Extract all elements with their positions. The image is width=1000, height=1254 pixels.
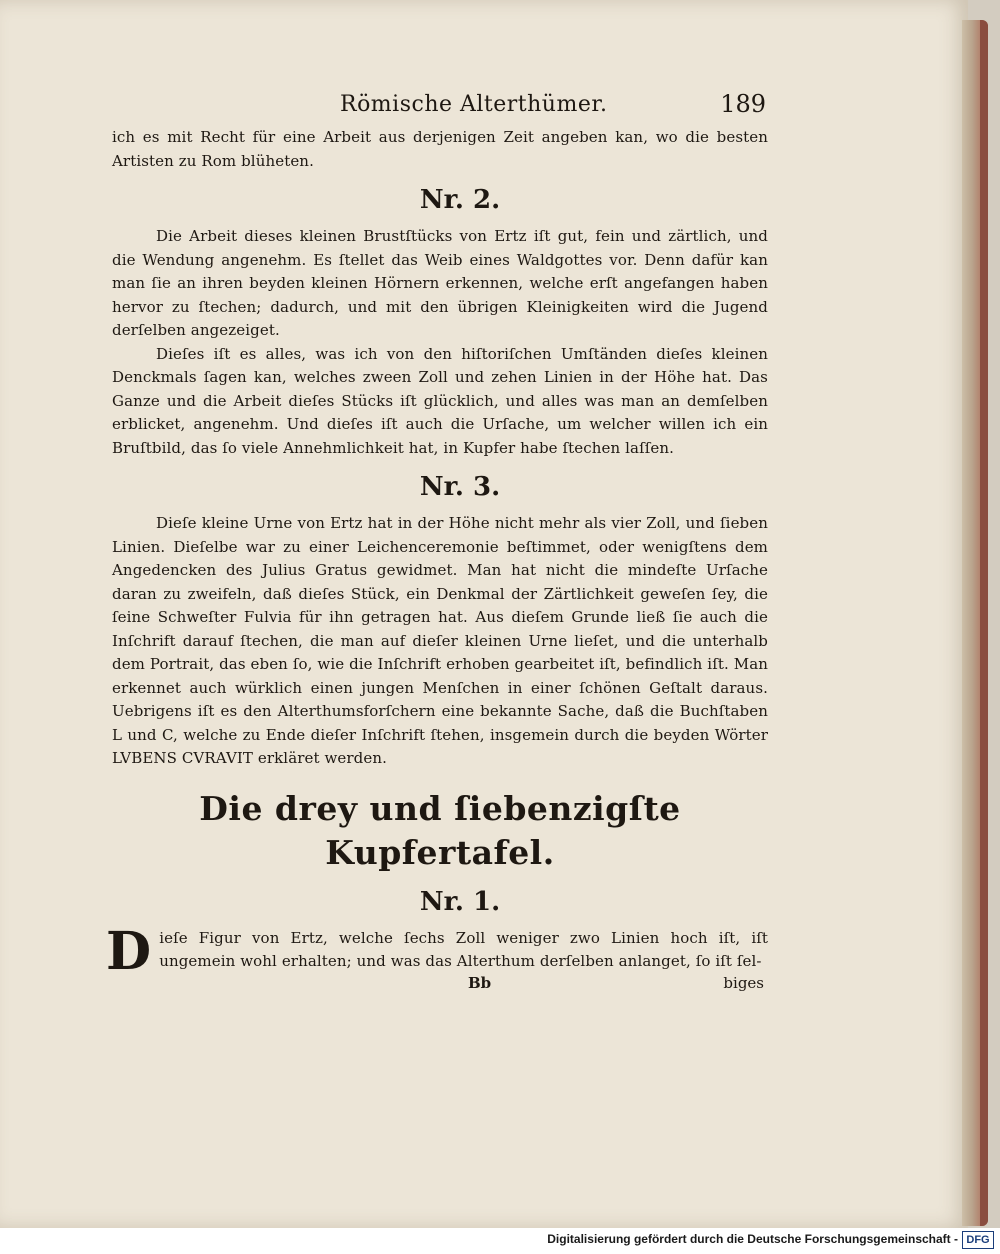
page-fore-edge [962,20,988,1226]
plate-heading: Die drey und ſiebenzigſte Kupfertafel. [199,788,681,872]
section-heading-nr1: Nr. 1. [419,886,501,917]
paragraph-nr3-urn: Dieſe kleine Urne von Ertz hat in der Höhe nicht mehr als vier Zoll, und ſieben Linien. Dieſelbe war zu einer Leichenceremonie beſtimmet, oder wenigſtens dem Angedencken des Julius Gratus gewidmet. Man hat nicht die mindeſte Urſache daran zu zweifeln, daß dieſes Stück, ein Denkmal der Zärtlichkeit geweſen ſey, die ſeine Schweſter Fulvia für ihn getragen hat. Aus dieſem Grunde ließ ſie auch die Inſchrift darauf ſtechen, die man auf dieſer kleinen Urne lieſet, und die unterhalb dem Portrait, das eben ſo, wie die Inſchrift erhoben gearbeitet iſt, befindlich iſt. Man erkennet auch würklich einen jungen Menſchen in einer ſchönen Geſtalt daraus. Uebrigens iſt es den Alterthumsforſchern eine bekannte Sache, daß die Buchſtaben L und C, welche zu Ende dieſer Inſchrift ſtehen, insgemein durch die beyden Wörter LVBENS CVRAVIT erkläret werden. [112,514,768,767]
page-number: 189 [720,90,766,118]
funding-notice: Digitalisierung gefördert durch die Deutsche Forschungsgemeinschaft - [547,1232,958,1246]
page-text-block [106,86,768,1000]
paragraph-nr2-conclusion: Dieſes iſt es alles, was ich von den hiſtoriſchen Umſtänden dieſes kleinen Denckmals ſagen kan, welches zween Zoll und zehen Linien in der Höhe hat. Das Ganze und die Arbeit dieſes Stücks iſt glücklich, und alles was man an demſelben erblicket, angenehm. Und dieſes iſt auch die Urſache, um welcher willen ich ein Bruſtbild, das ſo viele Annehmlichkeit hat, in Kupfer habe ſtechen laſſen. [112,344,768,457]
section-heading-nr3: Nr. 3. [419,472,501,502]
drop-cap-initial: D [106,920,152,982]
signature-line [112,974,768,1000]
paragraph-continuation: ich es mit Recht für eine Arbeit aus derjenigen Zeit angeben kan, wo die besten Artisten zu Rom blüheten. [112,128,768,170]
signature-mark: Bb [468,973,492,992]
dfg-logo: DFG [962,1231,994,1249]
section-heading-nr2: Nr. 2. [419,185,501,215]
paragraph-nr2-description: Die Arbeit dieses kleinen Brustſtücks von Ertz iſt gut, fein und zärtlich, und die Wendung angenehm. Es ſtellet das Weib eines Waldgottes vor. Denn dafür kan man ſie an ihren beyden kleinen Hörnern erkennen, welche erſt angefangen haben hervor zu ſtechen; dadurch, und mit den übrigen Kleinigkeiten wird die Jugend derſelben angezeiget. [112,227,768,339]
running-head-title: Römische Alterthümer. [340,92,608,117]
paragraph-nr1-text: ieſe Figur von Ertz, welche ſechs Zoll weniger zwo Linien hoch iſt, iſt ungemein wohl erhalten; und was das Alterthum derſelben anlanget, ſo iſt ſel- [159,928,768,970]
paragraph-nr1-figure [106,920,768,982]
running-head [112,86,768,126]
catchword: biges [723,973,764,992]
